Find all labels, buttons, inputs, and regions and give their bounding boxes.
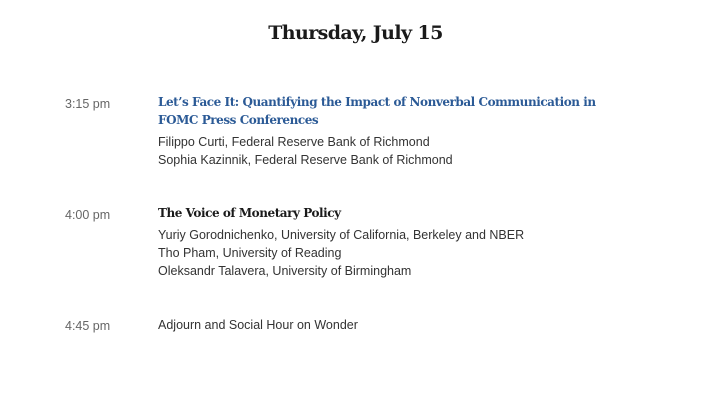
- presenter: Tho Pham, University of Reading: [158, 246, 342, 260]
- presenter: Oleksandr Talavera, University of Birmingham: [158, 264, 412, 278]
- session-time: 4:45 pm: [65, 319, 111, 333]
- presenter: Sophia Kazinnik, Federal Reserve Bank of Richmond: [158, 153, 453, 167]
- presenter: Filippo Curti, Federal Reserve Bank of Richmond: [158, 135, 430, 149]
- page-title: Thursday, July 15: [268, 22, 443, 44]
- presenter: Yuriy Gorodnichenko, University of California, Berkeley and NBER: [158, 228, 525, 242]
- session-content: [158, 93, 618, 169]
- session-time: 3:15 pm: [65, 97, 111, 111]
- talk-title-link[interactable]: Let’s Face It: Quantifying the Impact of Nonverbal Communication in FOMC Press Conferences: [158, 95, 596, 127]
- adjourn-item: Adjourn and Social Hour on Wonder: [158, 318, 358, 332]
- session-content: [158, 204, 618, 280]
- session-content: [158, 316, 618, 334]
- session-time: 4:00 pm: [65, 208, 111, 222]
- talk-title: The Voice of Monetary Policy: [158, 206, 341, 220]
